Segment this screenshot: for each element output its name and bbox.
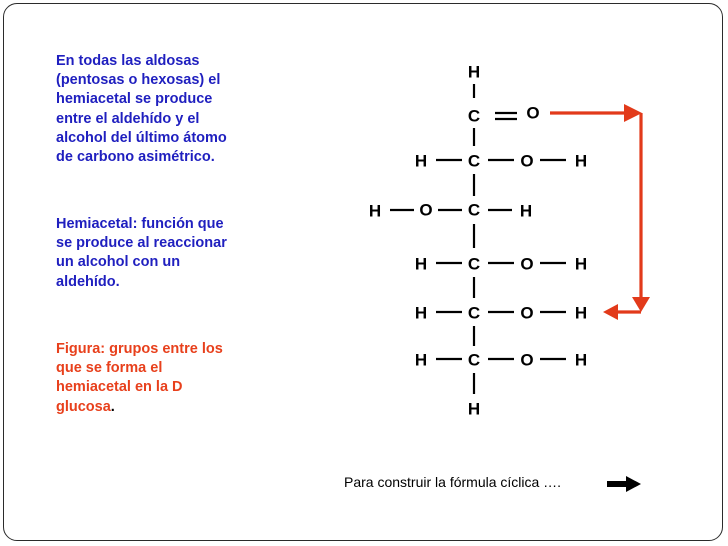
carbon-atom: C: [467, 254, 481, 274]
carbon-atom: C: [467, 106, 481, 126]
hydrogen-atom: H: [414, 303, 428, 323]
cyclic-formula-caption: Para construir la fórmula cíclica ….: [344, 474, 562, 490]
oxygen-atom: O: [520, 303, 534, 323]
hydrogen-atom: H: [467, 399, 481, 419]
oxygen-atom: O: [526, 103, 540, 123]
oxygen-atom: O: [520, 254, 534, 274]
bonds: [390, 84, 566, 394]
red-arrow-head-down: [632, 297, 650, 312]
red-arrow-head-right: [624, 104, 642, 122]
hydrogen-atom: H: [414, 350, 428, 370]
carbon-atom: C: [467, 303, 481, 323]
figure-caption-red-text: Figura: grupos entre los que se forma el hemiacetal en la D glucosa: [56, 341, 223, 415]
hydrogen-atom: H: [574, 350, 588, 370]
black-arrow-icon: [607, 476, 641, 492]
aldosas-paragraph: En todas las aldosas (pentosas o hexosas) el hemiacetal se produce entre el aldehído y el alcohol del último átomo de carbono asimétrico.: [56, 53, 227, 166]
hydrogen-atom: H: [574, 303, 588, 323]
hydrogen-atom: H: [414, 254, 428, 274]
hydrogen-atom: H: [519, 201, 533, 221]
figure-caption-period: .: [110, 398, 115, 415]
oxygen-atom: O: [520, 350, 534, 370]
oxygen-atom: O: [419, 200, 433, 220]
red-arrow-icon: [550, 104, 650, 320]
hydrogen-atom: H: [574, 254, 588, 274]
hydrogen-atom: H: [368, 201, 382, 221]
carbon-atom: C: [467, 200, 481, 220]
hydrogen-atom: H: [467, 62, 481, 82]
carbon-atom: C: [467, 350, 481, 370]
hydrogen-atom: H: [414, 151, 428, 171]
hemiacetal-definition: Hemiacetal: función que se produce al reaccionar un alcohol con un aldehído.: [56, 216, 227, 290]
black-arrow-head: [626, 476, 641, 492]
oxygen-atom: O: [520, 151, 534, 171]
hydrogen-atom: H: [574, 151, 588, 171]
red-arrow-head-left: [603, 304, 618, 320]
carbon-atom: C: [467, 151, 481, 171]
